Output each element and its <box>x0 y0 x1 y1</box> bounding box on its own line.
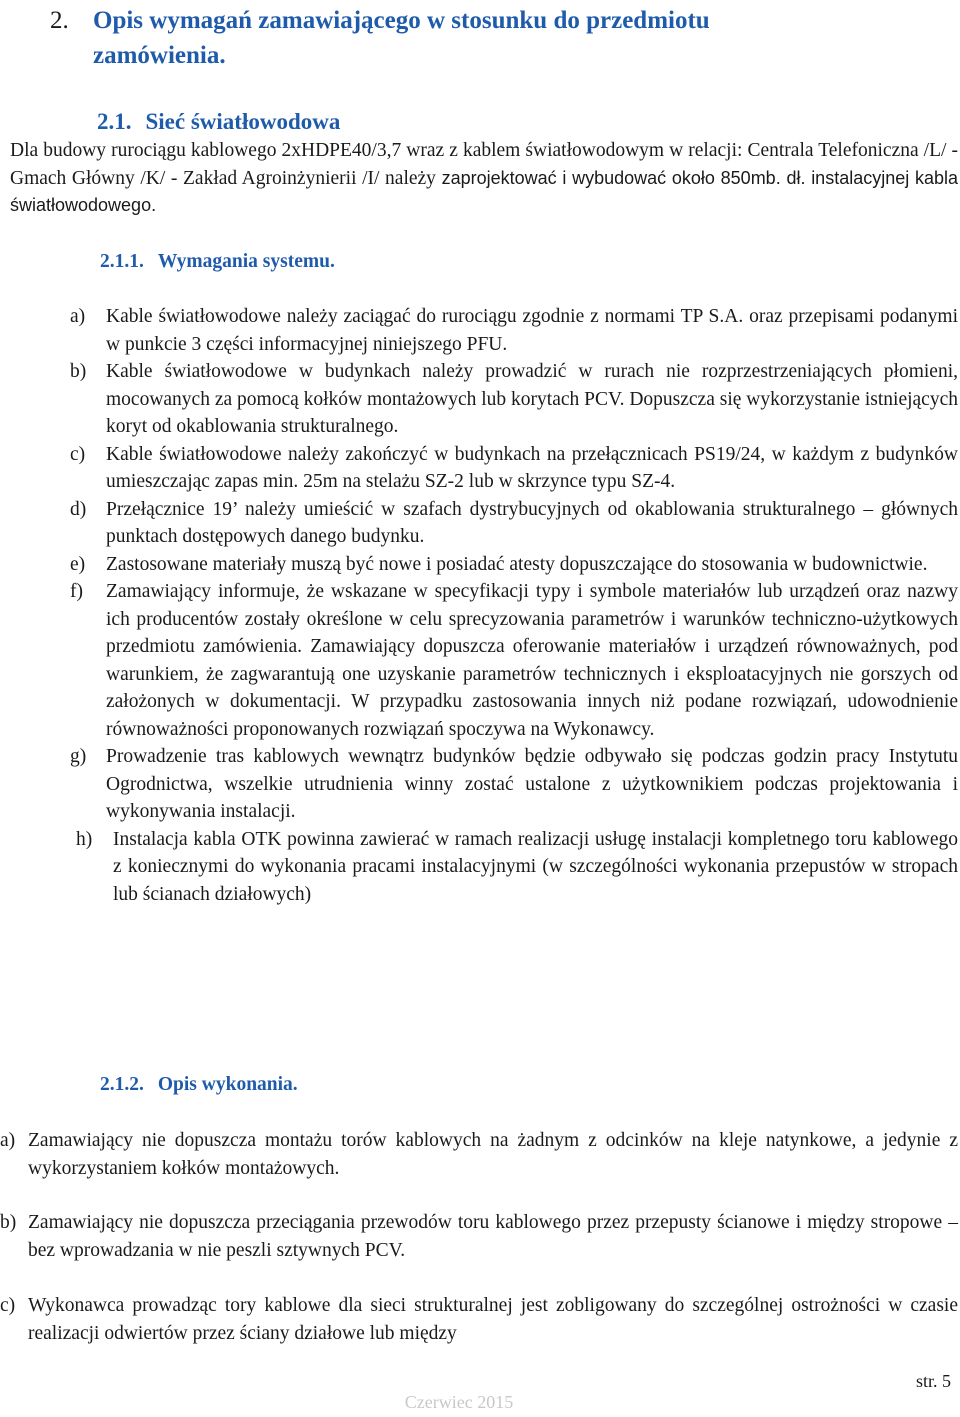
execution-item-c <box>0 1292 958 1347</box>
list-item <box>70 303 958 358</box>
list-item-text: Przełącznice 19’ należy umieścić w szafach dystrybucyjnych od okablowania strukturalnego – głównych punktach dostępowych danego budynku. <box>106 498 958 547</box>
list-marker: a) <box>70 306 86 327</box>
intro-text-serif: Dla budowy rurociągu kablowego 2xHDPE40/3,7 wraz z kablem światłowodowym w relacji: Centrala Telefoniczna /L/ - Gmach Główny /K/ - Zakład Agroinżynierii /I/ należy <box>10 140 958 189</box>
list-item <box>70 743 958 826</box>
list-item-text: Kable światłowodowe w budynkach należy prowadzić w rurach nie rozprzestrzeniających płomieni, mocowanych za pomocą kołków montażowych lub korytach PCV. Dopuszcza się wykorzystanie istniejących koryt od okablowania strukturalnego. <box>106 361 958 437</box>
list-marker: d) <box>70 498 87 520</box>
list-item-text: Zamawiający nie dopuszcza przeciągania przewodów toru kablowego przez przepusty ścianowe i między stropowe – bez wprowadzania w nie peszli sztywnych PCV. <box>28 1212 958 1261</box>
list-item <box>70 358 958 441</box>
subsection-heading-2-1 <box>97 106 340 138</box>
list-marker: f) <box>70 581 83 602</box>
list-item <box>0 1209 958 1264</box>
list-item-text: Prowadzenie tras kablowych wewnątrz budynków będzie odbywało się podczas godzin pracy Instytutu Ogrodnictwa, wszelkie utrudnienia winny zostać ustalone z użytkownikiem podczas projektowania i wykonywania instalacji. <box>106 746 958 822</box>
page-number: str. 5 <box>916 1371 952 1391</box>
list-item <box>70 551 958 579</box>
list-marker: c) <box>0 1295 16 1316</box>
list-item <box>70 826 958 909</box>
subsection-title: Sieć światłowodowa <box>145 109 341 134</box>
subsection-number: 2.1. <box>97 109 132 134</box>
subsection-number: 2.1.2. <box>100 1074 144 1095</box>
list-item <box>0 1127 958 1182</box>
list-item-text: Kable światłowodowe należy zakończyć w budynkach na przełącznicach PS19/24, w każdym z budynków umieszczając zapas min. 25m na stelażu SZ-2 lub w skrzynce typu SZ-4. <box>106 443 958 492</box>
list-marker: a) <box>0 1130 16 1151</box>
list-item <box>0 1292 958 1347</box>
subsection-heading-2-1-2 <box>100 1071 298 1099</box>
list-marker: b) <box>70 361 87 382</box>
section-heading-2 <box>50 3 950 73</box>
subsection-number: 2.1.1. <box>100 251 144 272</box>
list-item-text: Kable światłowodowe należy zaciągać do rurociągu zgodnie z normami TP S.A. oraz przepisami podanymi w punkcie 3 części informacyjnej niniejszego PFU. <box>106 306 958 355</box>
list-item-text: Zamawiający nie dopuszcza montażu torów kablowych na żadnym z odcinków na kleje natynkowe, a jedynie z wykorzystaniem kołków montażowych. <box>28 1130 958 1179</box>
list-item <box>70 441 958 496</box>
subsection-title: Opis wykonania. <box>157 1074 298 1095</box>
list-item-text: Zamawiający informuje, że wskazane w specyfikacji typy i symbole materiałów lub urządzeń oraz nazwy ich producentów zostały określone w celu sprecyzowania parametrów i warunków techniczno-użytkowych przedmiotu zamówienia. Zamawiający dopuszcza oferowanie materiałów i urządzeń równoważnych, pod warunkiem, że zagwarantują one uzyskanie parametrów technicznych i eksploatacyjnych nie gorszych od założonych w dokumentacji. W przypadku zastosowania innych niż podane rozwiązań, udowodnienie równoważności proponowanych rozwiązań spoczywa na Wykonawcy. <box>106 581 958 740</box>
list-marker: g) <box>70 746 87 767</box>
list-marker: h) <box>76 828 93 850</box>
section-title-line2: zamówienia. <box>93 42 226 69</box>
section-number: 2. <box>50 7 69 34</box>
intro-text-sans: zaprojektować i wybudować około 850mb. dł. instalacyjnej kabla światłowodowego. <box>10 167 959 215</box>
subsection-heading-2-1-1 <box>100 248 335 276</box>
execution-item-b <box>0 1209 958 1264</box>
list-item-text: Zastosowane materiały muszą być nowe i posiadać atesty dopuszczające do stosowania w budownictwie. <box>106 553 928 575</box>
list-item-text: Wykonawca prowadząc tory kablowe dla sieci strukturalnej jest zobligowany do szczególnej ostrożności w czasie realizacji odwiertów przez ściany działowe lub między <box>28 1295 958 1344</box>
subsection-title: Wymagania systemu. <box>157 251 335 272</box>
list-item <box>70 578 958 743</box>
list-marker: e) <box>70 553 86 575</box>
list-item <box>70 496 958 551</box>
list-marker: c) <box>70 443 86 465</box>
footer-date: Czerwiec 2015 <box>404 1392 514 1412</box>
requirements-list <box>70 303 958 908</box>
execution-item-a <box>0 1127 958 1182</box>
list-item-text: Instalacja kabla OTK powinna zawierać w ramach realizacji usługę instalacji kompletnego toru kablowego z koniecznymi do wykonania pracami instalacyjnymi (w szczególności wykonania przepustów w stropach lub ścianach działowych) <box>113 828 958 905</box>
list-marker: b) <box>0 1212 17 1233</box>
intro-paragraph <box>10 137 958 220</box>
section-title-line1: Opis wymagań zamawiającego w stosunku do przedmiotu <box>93 7 710 34</box>
